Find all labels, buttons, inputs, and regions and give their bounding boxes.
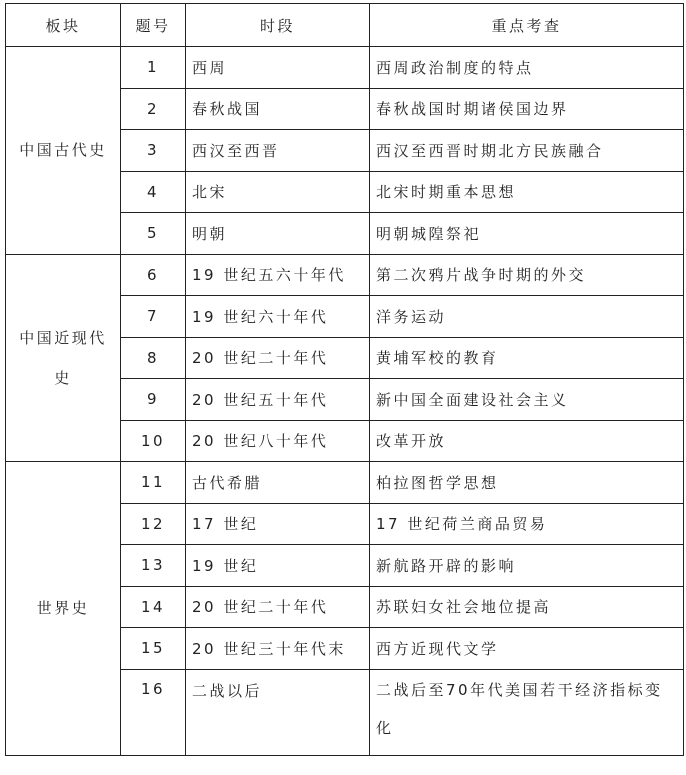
focus-cell: 第二次鸦片战争时期的外交 (370, 254, 684, 296)
period-cell: 20 世纪二十年代 (186, 586, 370, 628)
number-cell: 7 (121, 296, 186, 338)
table-row (6, 47, 684, 89)
focus-cell: 西汉至西晋时期北方民族融合 (370, 130, 684, 172)
period-cell: 19 世纪五六十年代 (186, 254, 370, 296)
number-cell: 5 (121, 213, 186, 255)
focus-cell: 明朝城隍祭祀 (370, 213, 684, 255)
table-body (6, 47, 684, 756)
number-cell: 14 (121, 586, 186, 628)
number-cell: 11 (121, 462, 186, 504)
period-cell: 古代希腊 (186, 462, 370, 504)
header-period: 时段 (186, 4, 370, 47)
period-cell: 西汉至西晋 (186, 130, 370, 172)
focus-cell: 西方近现代文学 (370, 628, 684, 670)
focus-cell: 西周政治制度的特点 (370, 47, 684, 89)
period-cell: 20 世纪五十年代 (186, 379, 370, 421)
header-number: 题号 (121, 4, 186, 47)
period-cell: 19 世纪六十年代 (186, 296, 370, 338)
period-cell: 17 世纪 (186, 503, 370, 545)
history-topics-table (5, 3, 684, 756)
header-section: 板块 (6, 4, 121, 47)
period-cell: 北宋 (186, 171, 370, 213)
number-cell: 1 (121, 47, 186, 89)
number-cell: 12 (121, 503, 186, 545)
section-cell: 中国近现代史 (6, 254, 121, 462)
focus-cell: 新航路开辟的影响 (370, 545, 684, 587)
focus-cell: 北宋时期重本思想 (370, 171, 684, 213)
focus-cell: 苏联妇女社会地位提高 (370, 586, 684, 628)
period-cell: 西周 (186, 47, 370, 89)
focus-cell: 新中国全面建设社会主义 (370, 379, 684, 421)
number-cell: 16 (121, 669, 186, 755)
focus-cell: 黄埔军校的教育 (370, 337, 684, 379)
focus-cell: 洋务运动 (370, 296, 684, 338)
table-row (6, 462, 684, 504)
focus-cell: 17 世纪荷兰商品贸易 (370, 503, 684, 545)
period-cell: 19 世纪 (186, 545, 370, 587)
period-cell: 春秋战国 (186, 88, 370, 130)
period-cell: 20 世纪三十年代末 (186, 628, 370, 670)
header-focus: 重点考查 (370, 4, 684, 47)
number-cell: 13 (121, 545, 186, 587)
header-row (6, 4, 684, 47)
number-cell: 2 (121, 88, 186, 130)
period-cell: 20 世纪二十年代 (186, 337, 370, 379)
focus-cell: 柏拉图哲学思想 (370, 462, 684, 504)
period-cell: 二战以后 (186, 669, 370, 755)
section-cell: 中国古代史 (6, 47, 121, 255)
focus-cell: 改革开放 (370, 420, 684, 462)
period-cell: 明朝 (186, 213, 370, 255)
number-cell: 3 (121, 130, 186, 172)
number-cell: 10 (121, 420, 186, 462)
table-row (6, 254, 684, 296)
number-cell: 6 (121, 254, 186, 296)
number-cell: 15 (121, 628, 186, 670)
number-cell: 4 (121, 171, 186, 213)
section-cell: 世界史 (6, 462, 121, 756)
focus-cell: 二战后至70年代美国若干经济指标变化 (370, 669, 684, 755)
period-cell: 20 世纪八十年代 (186, 420, 370, 462)
focus-cell: 春秋战国时期诸侯国边界 (370, 88, 684, 130)
number-cell: 8 (121, 337, 186, 379)
number-cell: 9 (121, 379, 186, 421)
